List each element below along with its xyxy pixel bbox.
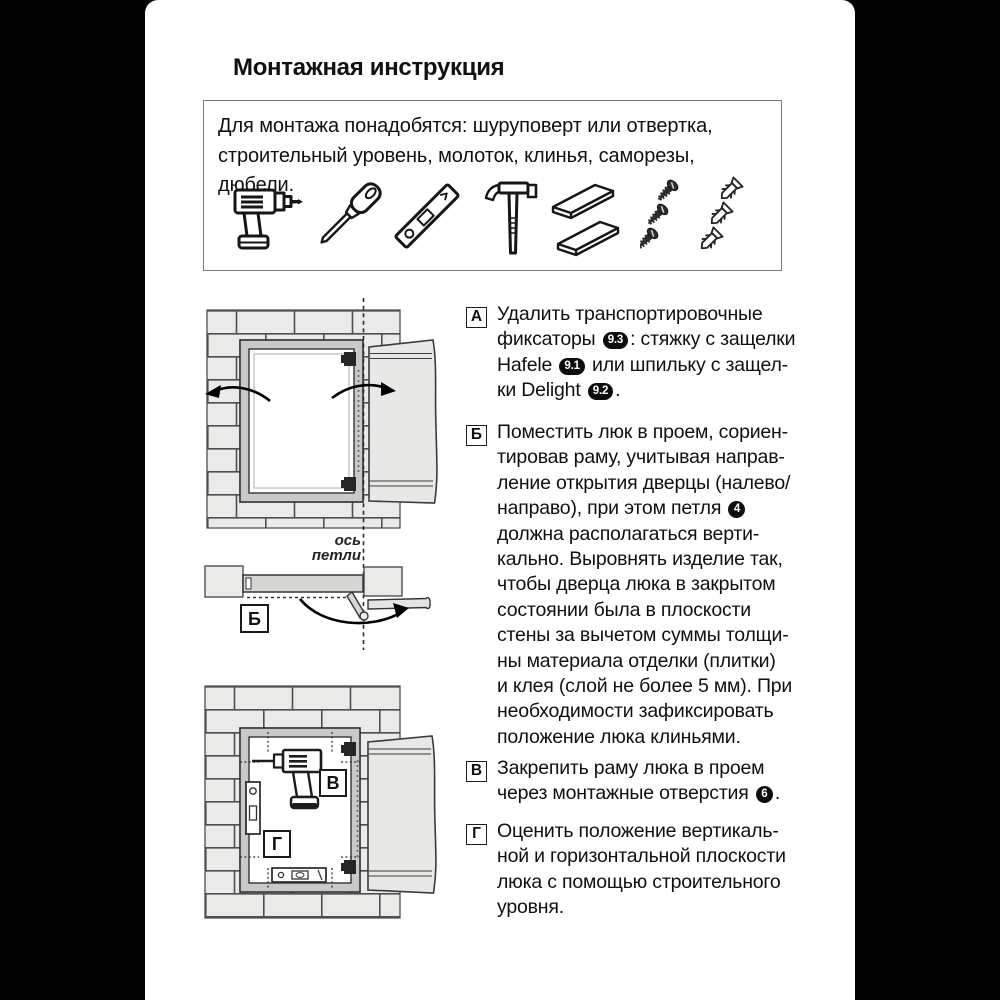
dowels-icon	[700, 176, 752, 260]
step-line: ки Delight 9.2 .	[497, 379, 621, 402]
label-letter-v: В	[326, 773, 340, 793]
screwdriver-icon	[310, 176, 382, 260]
step-line: уровня.	[497, 896, 564, 919]
step-line: направо), при этом петля 4	[497, 496, 792, 521]
step-line: кально. Выровнять изделие так,	[497, 547, 783, 570]
diagram-fasten-level	[205, 686, 436, 918]
step-letter-box-Г: Г	[466, 824, 487, 845]
step-line: Оценить положение вертикаль-	[497, 820, 779, 842]
vertical-level-icon	[246, 782, 260, 834]
step-line: ление открытия дверцы (налево/	[497, 471, 791, 494]
step-line: и клея (слой не более 5 мм). При	[497, 674, 793, 697]
step-line: Удалить транспортировочные	[497, 303, 763, 325]
ref-badge-4: 4	[728, 501, 745, 518]
hinge-axis-label-line1: ось	[334, 532, 361, 549]
step-В	[466, 756, 780, 807]
hinge-bottom	[344, 477, 356, 491]
diagram-plan-view	[205, 566, 430, 632]
step-text	[497, 819, 786, 921]
installation-diagrams	[195, 295, 485, 955]
tools-text-line1: Для монтажа понадобятся: шуруповерт или отвертка,	[218, 115, 713, 137]
step-line: через монтажные отверстия 6 .	[497, 782, 781, 805]
step-line: должна располагаться верти-	[497, 522, 760, 545]
ref-badge-9.1: 9.1	[559, 358, 584, 375]
step-text	[497, 756, 780, 807]
wedges-icon	[550, 180, 620, 260]
hammer-icon	[482, 176, 540, 260]
label-letter-g: Г	[271, 834, 283, 854]
hinge-axis-label-line2: петли	[311, 547, 361, 564]
step-line: необходимости зафиксировать	[497, 700, 774, 723]
wall-section-left	[205, 566, 243, 597]
horizontal-level-icon	[272, 868, 326, 882]
ref-badge-6: 6	[756, 786, 773, 803]
step-line: чтобы дверца люка в закрытом	[497, 573, 776, 596]
step-letter-box-В: В	[466, 761, 487, 782]
step-line: люка с помощью строительного	[497, 870, 781, 893]
hinge-bottom-2	[344, 860, 356, 874]
label-letter-b: Б	[248, 609, 261, 629]
step-text	[497, 420, 792, 750]
wall-section-right	[364, 567, 402, 596]
tools-text-line2: строительный уровень, молоток, клинья, саморезы, дюбели.	[218, 144, 695, 196]
hatch-door-closed	[249, 349, 354, 493]
open-door-panel-2	[368, 736, 436, 893]
ref-badge-9.3: 9.3	[603, 332, 628, 349]
step-line: Hafele 9.1 или шпильку с защел-	[497, 353, 788, 376]
hinge-top	[344, 352, 356, 366]
screws-icon	[640, 176, 688, 260]
step-line: стены за вычетом суммы толщи-	[497, 624, 789, 647]
step-text	[497, 302, 795, 404]
step-line: ны материала отделки (плитки)	[497, 649, 776, 672]
step-line: положение люка клиньями.	[497, 725, 741, 748]
step-Г	[466, 819, 786, 921]
step-Б	[466, 420, 792, 750]
step-letter-box-Б: Б	[466, 425, 487, 446]
open-door-panel	[369, 340, 437, 503]
level-icon	[388, 174, 466, 258]
step-А	[466, 302, 795, 404]
step-line: Закрепить раму люка в проем	[497, 757, 765, 779]
step-line: состоянии была в плоскости	[497, 598, 751, 621]
step-line: Поместить люк в проем, сориен-	[497, 421, 788, 443]
step-line: тировав раму, учитывая направ-	[497, 446, 785, 469]
hatch-plan-closed	[243, 575, 363, 592]
hinge-top-2	[344, 742, 356, 756]
ref-badge-9.2: 9.2	[588, 383, 613, 400]
page-title: Монтажная инструкция	[233, 54, 505, 81]
step-line: фиксаторы 9.3 : стяжку с защелки	[497, 328, 796, 351]
step-letter-box-А: А	[466, 307, 487, 328]
hinge-pivot	[360, 612, 368, 620]
step-line: ной и горизонтальной плоскости	[497, 845, 786, 868]
drill-icon	[232, 176, 304, 258]
